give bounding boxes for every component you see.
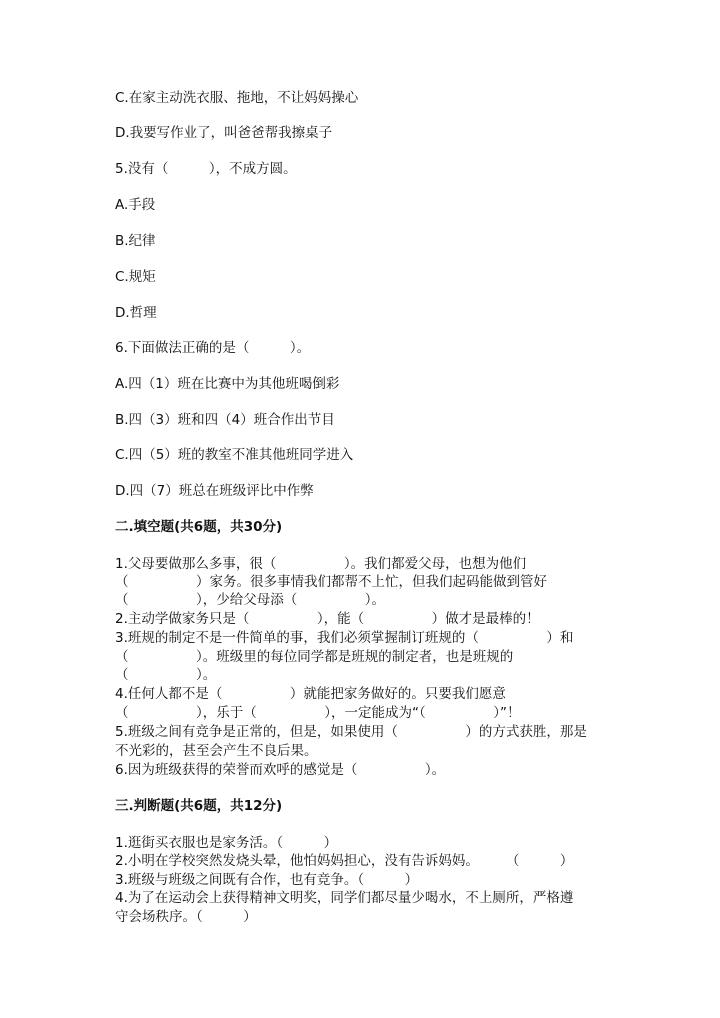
fill-line: 3.班规的制定不是一件简单的事，我们必须掌握制订班规的（ ）和 [115, 630, 574, 646]
q6-option-b: B.四（3）班和四（4）班合作出节目 [115, 412, 335, 428]
q6-option-a: A.四（1）班在比赛中为其他班喝倒彩 [115, 376, 340, 392]
q5-option-d: D.哲理 [115, 305, 157, 321]
judge-line: 守会场秩序。（ ） [115, 909, 257, 925]
fill-line: 不光彩的，甚至会产生不良后果。 [115, 743, 318, 759]
fill-line: 1.父母要做那么多事，很（ ）。我们都爱父母，也想为他们 [115, 556, 527, 572]
fill-line: （ ）家务。很多事情我们都帮不上忙，但我们起码能做到管好 [115, 574, 547, 590]
q6-option-c: C.四（5）班的教室不准其他班同学进入 [115, 447, 354, 463]
mc-option-c: C.在家主动洗衣服、拖地，不让妈妈操心 [115, 90, 359, 106]
question-6: 6.下面做法正确的是（ ）。 [115, 340, 311, 356]
judge-line: 2.小明在学校突然发烧头晕，他怕妈妈担心，没有告诉妈妈。 （ ） [115, 853, 574, 869]
fill-line: （ ）。班级里的每位同学都是班规的制定者，也是班规的 [115, 649, 514, 665]
judge-line: 1.逛街买衣服也是家务活。（ ） [115, 835, 338, 851]
q5-option-b: B.纪律 [115, 233, 156, 249]
section-2-heading: 二.填空题(共6题，共30分) [115, 519, 283, 535]
q5-option-c: C.规矩 [115, 269, 156, 285]
fill-line: 2.主动学做家务只是（ ），能（ ）做才是最棒的！ [115, 611, 540, 627]
section-3-heading: 三.判断题(共6题，共12分) [115, 798, 283, 814]
q6-option-d: D.四（7）班总在班级评比中作弊 [115, 483, 314, 499]
fill-line: （ ），乐于（ ），一定能成为“（ ）”！ [115, 705, 521, 721]
judge-line: 4.为了在运动会上获得精神文明奖，同学们都尽量少喝水，不上厕所，严格遵 [115, 890, 574, 906]
question-5: 5.没有（ ），不成方圆。 [115, 161, 297, 177]
fill-line: （ ）。 [115, 667, 217, 683]
fill-line: 4.任何人都不是（ ）就能把家务做好的。只要我们愿意 [115, 686, 506, 702]
fill-line: 6.因为班级获得的荣誉而欢呼的感觉是（ ）。 [115, 762, 446, 778]
mc-option-d: D.我要写作业了，叫爸爸帮我擦桌子 [115, 125, 333, 141]
fill-line: （ ），少给父母添（ ）。 [115, 592, 385, 608]
judge-line: 3.班级与班级之间既有合作，也有竞争。（ ） [115, 872, 419, 888]
q5-option-a: A.手段 [115, 197, 156, 213]
fill-line: 5.班级之间有竞争是正常的，但是，如果使用（ ）的方式获胜，那是 [115, 724, 587, 740]
